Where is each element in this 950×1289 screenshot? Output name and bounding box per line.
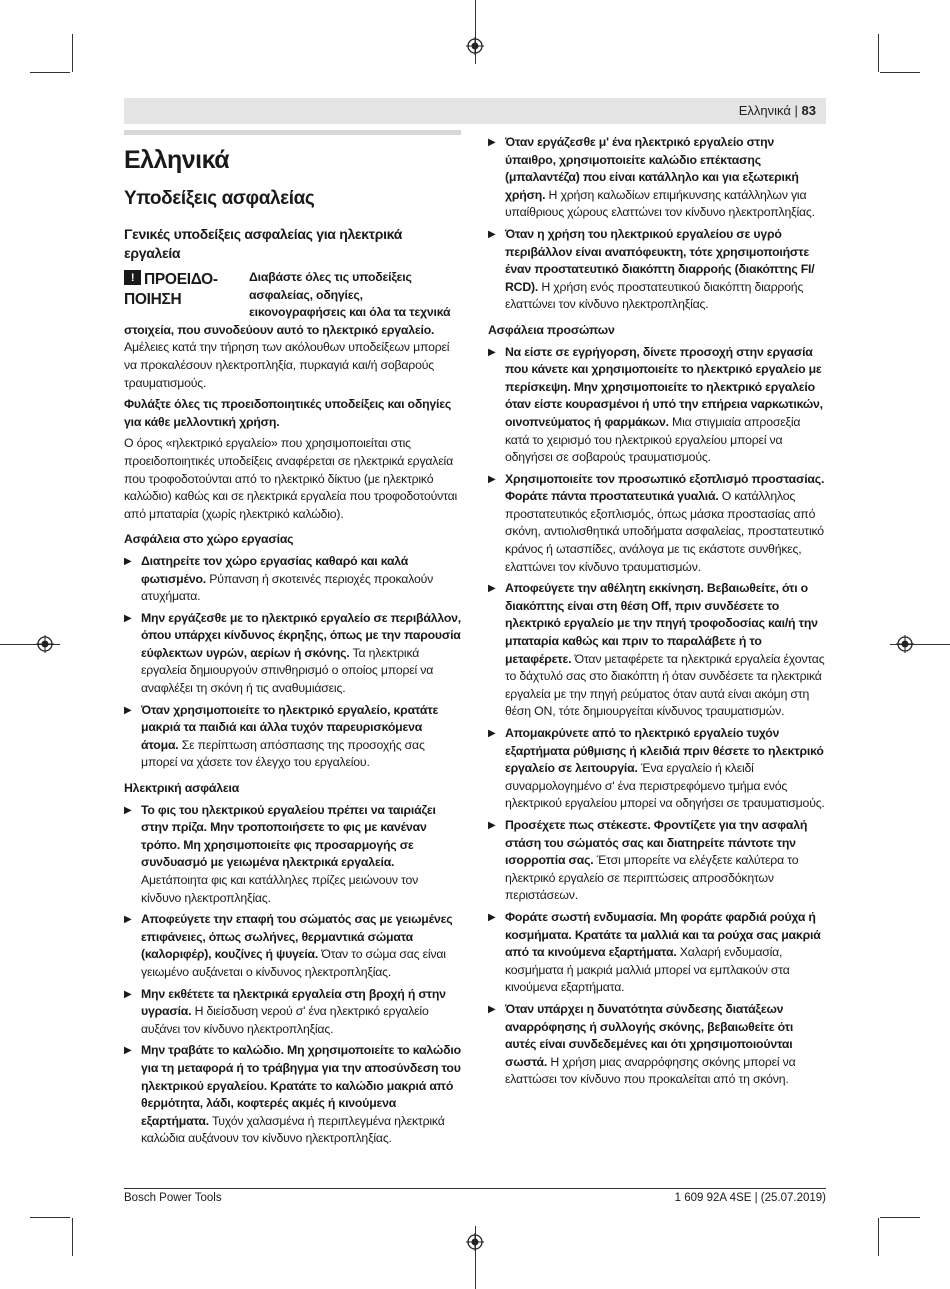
list-item: ▶ Διατηρείτε τον χώρο εργασίας καθαρό και καλά φωτισμένο. Ρύπανση ή σκοτεινές περιοχές προκαλούν ατυχήματα.	[124, 553, 434, 604]
bullet-arrow-icon: ▶	[124, 612, 132, 624]
warning-text: Αμέλειες κατά την τήρηση των ακόλουθων υποδείξεων μπορεί να προκαλέσουν ηλεκτροπληξία, πυρκαγιά και/ή σοβαρούς τραυματισμούς.	[124, 340, 450, 390]
left-column	[124, 130, 461, 1152]
crop-mark	[72, 34, 73, 72]
bullet-arrow-icon: ▶	[124, 1045, 132, 1057]
warning-label	[124, 270, 249, 310]
bullet-arrow-icon: ▶	[124, 804, 132, 816]
bullet-arrow-icon: ▶	[124, 555, 132, 567]
crop-mark	[880, 1217, 920, 1218]
warning-block	[124, 269, 461, 392]
bullet-arrow-icon: ▶	[488, 819, 496, 831]
right-column	[488, 134, 825, 1093]
list-item: ▶ Μην τραβάτε το καλώδιο. Μη χρησιμοποιείτε το καλώδιο για τη μεταφορά ή το τράβηγμα για την αποσύνδεση του ηλεκτρικού εργαλείου. Κρατάτε το καλώδιο μακριά από θερμότητα, λάδι, κοφτερές ακμές ή κινούμενα εξαρτήματα. Τυχόν χαλασμένα ή περιπλεγμένα ηλεκτρικά καλώδια αυξάνουν τον κίνδυνο ηλεκτροπληξίας.	[124, 1043, 461, 1146]
section-heading: Ασφάλεια στο χώρο εργασίας	[124, 532, 294, 547]
list-item: ▶ Φοράτε σωστή ενδυμασία. Μη φοράτε φαρδιά ρούχα ή κοσμήματα. Κρατάτε τα μαλλιά και τα ρούχα σας μακριά από τα κινούμενα εξαρτήματα. Χαλαρή ενδυμασία, κοσμήματα ή μακριά μαλλιά μπορεί να εμπλακούν στα κινούμενα εξαρτήματα.	[488, 909, 821, 995]
list-item: ▶ Να είστε σε εγρήγορση, δίνετε προσοχή στην εργασία που κάνετε και χρησιμοποιείτε το ηλεκτρικό εργαλείο με περίσκεψη. Μην χρησιμοποιείτε το ηλεκτρικό εργαλείο όταν είστε κουρασμένοι ή υπό την επήρεια ναρκωτικών, οινοπνεύματος ή φαρμάκων. Μια στιγμιαία απροσεξία κατά το χειρισμό του ηλεκτρικού εργαλείου μπορεί να οδηγήσει σε σοβαρούς τραυματισμούς.	[488, 344, 823, 465]
warning-bold: Διαβάστε όλες τις υποδείξεις ασφαλείας, οδηγίες, εικονογραφήσεις και όλα τα τεχνικά στοιχεία, που συνοδεύουν αυτό το ηλεκτρικό εργαλείο.	[124, 270, 451, 337]
bullet-arrow-icon: ▶	[488, 583, 496, 595]
list-item: ▶ Μην εργάζεσθε με το ηλεκτρικό εργαλείο σε περιβάλλον, όπου υπάρχει κίνδυνος έκρηξης, όπως με την παρουσία εύφλεκτων υγρών, αερίων ή σκόνης. Τα ηλεκτρικά εργαλεία δημιουργούν σπινθηρισμό ο οποίος μπορεί να αναφλέξει τη σκόνη ή τις αναθυμιάσεις.	[124, 610, 462, 696]
list-item: ▶ Όταν εργάζεσθε μ' ένα ηλεκτρικό εργαλείο στην ύπαιθρο, χρησιμοποιείτε καλώδιο επέκτασης (μπαλαντέζα) που είναι κατάλληλο και για εξωτερική χρήση. Η χρήση καλωδίων επιμήκυνσης κατάλληλων για υπαίθριους χώρους ελαττώνει τον κίνδυνο ηλεκτροπληξίας.	[488, 135, 815, 220]
footer-rule	[124, 1188, 826, 1189]
bullet-arrow-icon: ▶	[124, 988, 132, 1000]
list-item: ▶ Χρησιμοποιείτε τον προσωπικό εξοπλισμό προστασίας. Φοράτε πάντα προστατευτικά γυαλιά. Ο κατάλληλος προστατευτικός εξοπλισμός, όπως μάσκα προστασίας από σκόνη, αντιολισθητικά υποδήματα ασφαλείας, προστατευτικό κράνος ή ωτασπίδες, ανάλογα με τις εκάστοτε συνθήκες, ελαττώνει τον κίνδυνο τραυματισμών.	[488, 471, 825, 574]
list-item: ▶ Όταν υπάρχει η δυνατότητα σύνδεσης διατάξεων αναρρόφησης ή συλλογής σκόνης, βεβαιωθείτε ότι αυτές είναι συνδεδεμένες και ότι χρησιμοποιούνται σωστά. Η χρήση μιας αναρρόφησης σκόνης μπορεί να ελαττώσει τον κίνδυνο που προκαλείται από τη σκόνη.	[488, 1001, 796, 1087]
registration-mark-icon	[36, 635, 54, 653]
list-item: ▶ Το φις του ηλεκτρικού εργαλείου πρέπει να ταιριάζει στην πρίζα. Μην τροποποιήσετε το φις με κανέναν τρόπο. Μη χρησιμοποιείτε φις προσαρμογής σε συνδυασμό με γειωμένα ηλεκτρικά εργαλεία. Αμετάποιητα φις και κατάλληλες πρίζες μειώνουν τον κίνδυνο ηλεκτροπληξίας.	[124, 802, 436, 905]
crop-mark	[880, 72, 920, 73]
crop-mark	[72, 1218, 73, 1256]
bullet-arrow-icon: ▶	[488, 473, 496, 485]
section-heading: Ηλεκτρική ασφάλεια	[124, 781, 240, 796]
warning-label-text: ΠΡΟΕΙΔΟ-ΠΟΙΗΣΗ	[124, 271, 218, 308]
bullet-arrow-icon: ▶	[488, 1003, 496, 1015]
bullet-arrow-icon: ▶	[488, 728, 496, 739]
list-item: ▶ Όταν χρησιμοποιείτε το ηλεκτρικό εργαλείο, κρατάτε μακριά τα παιδιά και άλλα τυχόν παρευρισκόμενα άτομα. Σε περίπτωση απόσπασης της προσοχής σας μπορεί να χάσετε τον έλεγχο του εργαλείου.	[124, 702, 439, 770]
column-rule	[124, 130, 461, 135]
warning-icon: !	[124, 270, 141, 285]
bullet-arrow-icon: ▶	[124, 914, 132, 926]
registration-mark-icon	[896, 635, 914, 653]
term-definition: Ο όρος «ηλεκτρικό εργαλείο» που χρησιμοποιείται στις προειδοποιητικές υποδείξεις αναφέρεται σε ηλεκτρικά εργαλεία που τροφοδοτούνται από το ηλεκτρικό δίκτυο (με ηλεκτρικό καλώδιο) καθώς και σε ηλεκτρικά εργαλεία που τροφοδοτούνται από μπαταρία (χωρίς ηλεκτρικό καλώδιο).	[124, 436, 458, 521]
registration-mark-icon	[466, 37, 484, 55]
crop-mark	[878, 1218, 879, 1256]
list-item: ▶ Προσέχετε πως στέκεστε. Φροντίζετε για την ασφαλή στάση του σώματός σας και διατηρείτε πάντοτε την ισορροπία σας. Έτσι μπορείτε να ελέγξετε καλύτερα το ηλεκτρικό εργαλείο σε περιπτώσεις απροσδόκητων περιστάσεων.	[488, 817, 808, 903]
section-heading: Ασφάλεια προσώπων	[488, 322, 615, 337]
header-language: Ελληνικά	[738, 103, 791, 118]
crop-mark	[878, 34, 879, 72]
registration-mark-icon	[466, 1233, 484, 1251]
bullet-arrow-icon: ▶	[488, 346, 496, 358]
crop-mark	[30, 1217, 70, 1218]
list-item: ▶ Μην εκθέτετε τα ηλεκτρικά εργαλεία στη βροχή ή στην υγρασία. Η διείσδυση νερού σ' ένα ηλεκτρικό εργαλείο αυξάνει τον κίνδυνο ηλεκτροπληξίας.	[124, 986, 446, 1036]
general-heading: Γενικές υποδείξεις ασφαλείας για ηλεκτρικά εργαλεία	[124, 226, 403, 261]
page-title: Ελληνικά	[124, 146, 230, 174]
header-text: Ελληνικά | 83	[738, 103, 816, 118]
bullet-arrow-icon: ▶	[124, 704, 132, 716]
bullet-arrow-icon: ▶	[488, 228, 496, 240]
section-title: Υποδείξεις ασφαλείας	[124, 188, 315, 209]
page-number: 83	[801, 103, 816, 118]
bullet-arrow-icon: ▶	[488, 911, 496, 923]
list-item: ▶ Απομακρύνετε από το ηλεκτρικό εργαλείο τυχόν εξαρτήματα ρύθμισης ή κλειδιά πριν θέσετε το ηλεκτρικό εργαλείο σε λειτουργία. Ένα εργαλείο ή κλειδί συναρμολογημένο σ' ένα περιστρεφόμενο τμήμα ενός ηλεκτρικού εργαλείου μπορεί να οδηγήσει σε τραυματισμούς.	[488, 726, 825, 811]
page-header	[124, 98, 826, 124]
crop-mark	[30, 72, 70, 73]
footer-doc-id: 1 609 92A 4SE | (25.07.2019)	[674, 1192, 826, 1204]
list-item: ▶ Αποφεύγετε την αθέλητη εκκίνηση. Βεβαιωθείτε, ότι ο διακόπτης είναι στη θέση Off, πριν συνδέσετε το ηλεκτρικό εργαλείο με την πηγή τροφοδοσίας και/ή την μπαταρία καθώς και πριν το παραλάβετε ή το μεταφέρετε. Όταν μεταφέρετε τα ηλεκτρικά εργαλεία έχοντας το δάχτυλό σας στο διακόπτη ή όταν συνδέσετε τα ηλεκτρικά εργαλεία με την πηγή ρεύματος όταν αυτά είναι ακόμη στη θέση ΟΝ, τότε δημιουργείται κίνδυνος τραυματισμών.	[488, 581, 825, 719]
list-item: ▶ Όταν η χρήση του ηλεκτρικού εργαλείου σε υγρό περιβάλλον είναι αναπόφευκτη, τότε χρησιμοποιήστε έναν προστατευτικό διακόπτη διαρροής (διακόπτης FI/ RCD). Η χρήση ενός προστατευτικού διακόπτη διαρροής ελαττώνει τον κίνδυνο ηλεκτροπληξίας.	[488, 226, 815, 312]
footer-brand: Bosch Power Tools	[124, 1192, 222, 1204]
keep-instructions: Φυλάξτε όλες τις προειδοποιητικές υποδείξεις και οδηγίες για κάθε μελλοντική χρήση.	[124, 397, 452, 429]
list-item: ▶ Αποφεύγετε την επαφή του σώματός σας με γειωμένες επιφάνειες, όπως σωλήνες, θερμαντικά σώματα (καλοριφέρ), κουζίνες ή ψυγεία. Όταν το σώμα σας είναι γειωμένο αυξάνεται ο κίνδυνος ηλεκτροπληξίας.	[124, 912, 453, 979]
bullet-arrow-icon: ▶	[488, 137, 496, 148]
